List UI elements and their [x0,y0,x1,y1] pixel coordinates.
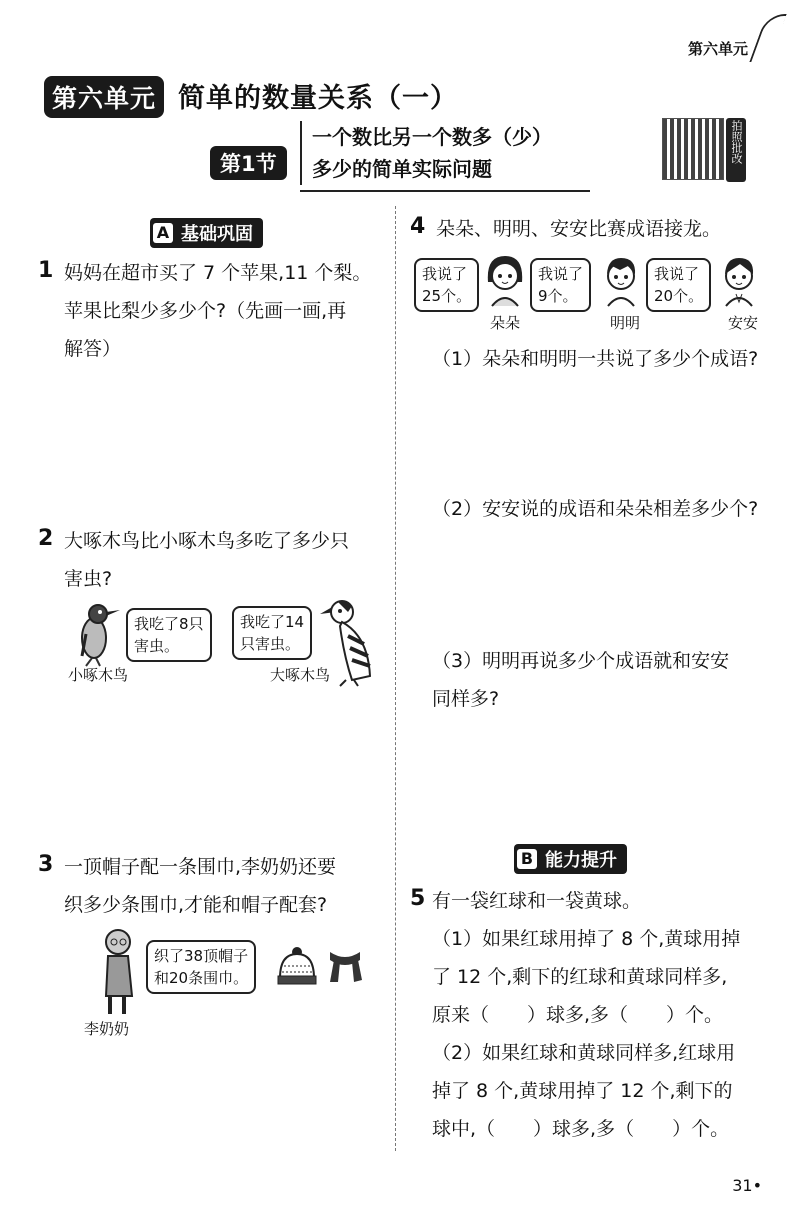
qr-label-text: 拍照批改 [730,120,743,164]
section-title-line2: 多少的简单实际问题 [312,157,492,181]
section-badge: 第1节 [210,146,287,180]
corner-decoration [749,14,786,62]
grandma-caption: 李奶奶 [84,1020,130,1038]
scarf-icon [326,946,364,986]
q4-sub3-line1: （3）明明再说多少个成语就和安安 [432,650,730,672]
small-bubble-line2: 害虫。 [134,637,180,655]
kid3-bubble-line2: 20个。 [654,287,704,305]
big-bubble-line2: 只害虫。 [240,635,301,653]
q1-line3: 解答） [64,338,122,360]
grandma-bubble [146,940,256,994]
kid3-bubble-line1: 我说了 [654,265,700,283]
grandma-li-icon [98,926,142,1018]
part-a-label: 基础巩固 [181,224,253,245]
qr-label[interactable] [726,118,746,182]
q3-line2: 织多少条围巾,才能和帽子配套? [64,894,328,916]
part-b-badge [514,844,627,874]
small-bubble-line1: 我吃了8只 [134,615,204,633]
q3-number: 3 [38,852,54,877]
q2-line1: 大啄木鸟比小啄木鸟多吃了多少只 [64,530,350,552]
kid3-bubble [646,258,711,312]
q1-number: 1 [38,258,54,283]
grandma-bubble-line2: 和20条围巾。 [154,969,249,987]
kid1-bubble-line1: 我说了 [422,265,468,283]
q4-line1: 朵朵、明明、安安比赛成语接龙。 [436,218,722,240]
running-header: 第六单元 [687,40,748,58]
part-b-label: 能力提升 [545,850,617,871]
duoduo-name: 朵朵 [490,314,521,332]
section-title [300,121,552,185]
part-a-badge [150,218,263,248]
grandma-bubble-line1: 织了38顶帽子 [154,947,249,965]
mingming-icon [598,252,644,308]
q3-text [64,848,390,924]
mingming-name: 明明 [610,314,641,332]
kid1-bubble-line2: 25个。 [422,287,472,305]
small-woodpecker-icon [70,600,126,668]
kid1-bubble [414,258,479,312]
unit-title: 简单的数量关系（一） [178,83,458,114]
q3-line1: 一顶帽子配一条围巾,李奶奶还要 [64,856,337,878]
big-bubble-line1: 我吃了14 [240,613,305,631]
q4-sub3 [432,642,772,718]
q2-text [64,522,390,598]
q2-line2: 害虫? [64,568,113,590]
q1-text [64,254,390,368]
page-number: 31• [732,1176,762,1195]
part-b-letter: B [517,849,537,869]
duoduo-icon [482,252,528,308]
kid2-bubble-line2: 9个。 [538,287,578,305]
qr-code[interactable] [662,118,724,180]
anan-icon [716,252,762,308]
q5-sub1-line1: （1）如果红球用掉了 8 个,黄球用掉 [432,928,741,950]
q5-text [432,882,782,1148]
q5-sub2-line3: 球中,（ ）球多,多（ ）个。 [432,1118,730,1140]
q5-sub1-line3: 原来（ ）球多,多（ ）个。 [432,1004,724,1026]
section-rule [300,190,590,192]
kid2-bubble [530,258,591,312]
q4-number: 4 [410,214,426,239]
small-woodpecker-caption: 小啄木鸟 [68,666,129,684]
column-divider [395,206,396,1151]
q1-line2: 苹果比梨少多少个?（先画一画,再 [64,300,347,322]
big-woodpecker-caption: 大啄木鸟 [270,666,331,684]
big-woodpecker-bubble [232,606,312,660]
q5-line1: 有一袋红球和一袋黄球。 [432,890,642,912]
small-woodpecker-bubble [126,608,212,662]
anan-name: 安安 [728,314,759,332]
q5-sub1-line2: 了 12 个,剩下的红球和黄球同样多, [432,966,728,988]
q5-sub2-line2: 掉了 8 个,黄球用掉了 12 个,剩下的 [432,1080,733,1102]
q5-number: 5 [410,886,426,911]
section-title-line1: 一个数比另一个数多（少） [312,125,552,149]
q1-line1: 妈妈在超市买了 7 个苹果,11 个梨。 [64,262,372,284]
kid2-bubble-line1: 我说了 [538,265,584,283]
hat-icon [276,946,318,986]
q4-sub3-line2: 同样多? [432,688,500,710]
unit-badge: 第六单元 [44,76,164,118]
q5-sub2-line1: （2）如果红球和黄球同样多,红球用 [432,1042,736,1064]
q4-sub2: （2）安安说的成语和朵朵相差多少个? [432,498,759,520]
q4-sub1: （1）朵朵和明明一共说了多少个成语? [432,348,759,370]
part-a-letter: A [153,223,173,243]
q2-number: 2 [38,526,54,551]
